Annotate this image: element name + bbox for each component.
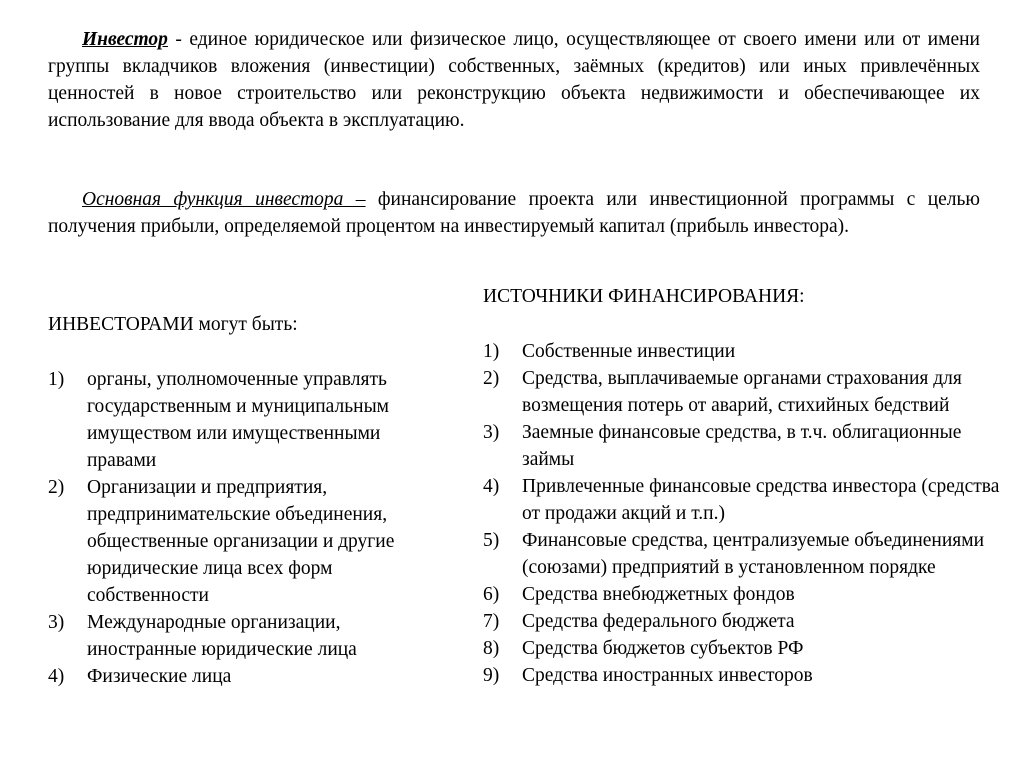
list-item: [48, 609, 428, 663]
list-item-text: Организации и предприятия, предпринимательские объединения, общественные организации и другие юридические лица всех форм собственности: [87, 477, 395, 606]
list-item: [48, 474, 428, 609]
list-item-text: Физические лица: [87, 666, 232, 687]
list-item-text: Финансовые средства, централизуемые объединениями (союзами) предприятий в установленном порядке: [522, 530, 985, 578]
list-item: [483, 635, 1003, 662]
list-item-text: Средства, выплачиваемые органами страхования для возмещения потерь от аварий, стихийных бедствий: [522, 368, 962, 416]
list-item-number: 2): [48, 477, 65, 498]
list-item: [483, 419, 1003, 473]
list-item: [48, 366, 428, 474]
list-item: [483, 662, 1003, 689]
list-item-number: 7): [483, 611, 500, 632]
list-item-text: Привлеченные финансовые средства инвестора (средства от продажи акций и т.п.): [522, 476, 1000, 524]
list-item-number: 6): [483, 584, 500, 605]
list-item-text: Средства внебюджетных фондов: [522, 584, 795, 605]
list-item-number: 5): [483, 530, 500, 551]
list-item: [483, 581, 1003, 608]
sources-heading: ИСТОЧНИКИ ФИНАНСИРОВАНИЯ:: [483, 286, 805, 307]
list-item-number: 8): [483, 638, 500, 659]
list-item: [483, 338, 1003, 365]
list-item: [48, 663, 428, 690]
investor-definition-text: - единое юридическое или физическое лицо, осуществляющее от своего имени или от имени группы вкладчиков вложения (инвестиции) собственных, заёмных (кредитов) или иных привлечённых ценностей в новое строительство или реконструкцию объекта недвижимости и обеспечивающее их использование для ввода объекта в эксплуатацию.: [48, 29, 980, 131]
investors-heading: ИНВЕСТОРАМИ могут быть:: [48, 314, 298, 335]
list-item-text: Заемные финансовые средства, в т.ч. облигационные займы: [522, 422, 962, 470]
list-item-number: 3): [48, 612, 65, 633]
list-item-number: 3): [483, 422, 500, 443]
list-item-text: Средства федерального бюджета: [522, 611, 795, 632]
list-item-text: органы, уполномоченные управлять государственным и муниципальным имуществом или имущественными правами: [87, 369, 390, 471]
list-item: [483, 365, 1003, 419]
investor-function-term: Основная функция инвестора –: [82, 189, 366, 210]
list-item: [483, 608, 1003, 635]
investor-function-paragraph: [48, 186, 980, 240]
list-item: [483, 527, 1003, 581]
list-item-number: 9): [483, 665, 500, 686]
investor-function-text: финансирование проекта или инвестиционной программы с целью получения прибыли, определяемой процентом на инвестируемый капитал (прибыль инвестора).: [48, 189, 980, 237]
list-item-number: 1): [48, 369, 65, 390]
list-item-number: 1): [483, 341, 500, 362]
list-item-text: Средства бюджетов субъектов РФ: [522, 638, 804, 659]
list-item: [483, 473, 1003, 527]
list-item-number: 4): [483, 476, 500, 497]
investor-definition-paragraph: [48, 26, 980, 134]
list-item-number: 2): [483, 368, 500, 389]
sources-list: [483, 338, 1003, 689]
list-item-text: Средства иностранных инвесторов: [522, 665, 813, 686]
list-item-text: Международные организации, иностранные юридические лица: [87, 612, 357, 660]
investor-term: Инвестор: [82, 29, 168, 50]
investors-list: [48, 366, 428, 690]
list-item-text: Собственные инвестиции: [522, 341, 736, 362]
list-item-number: 4): [48, 666, 65, 687]
